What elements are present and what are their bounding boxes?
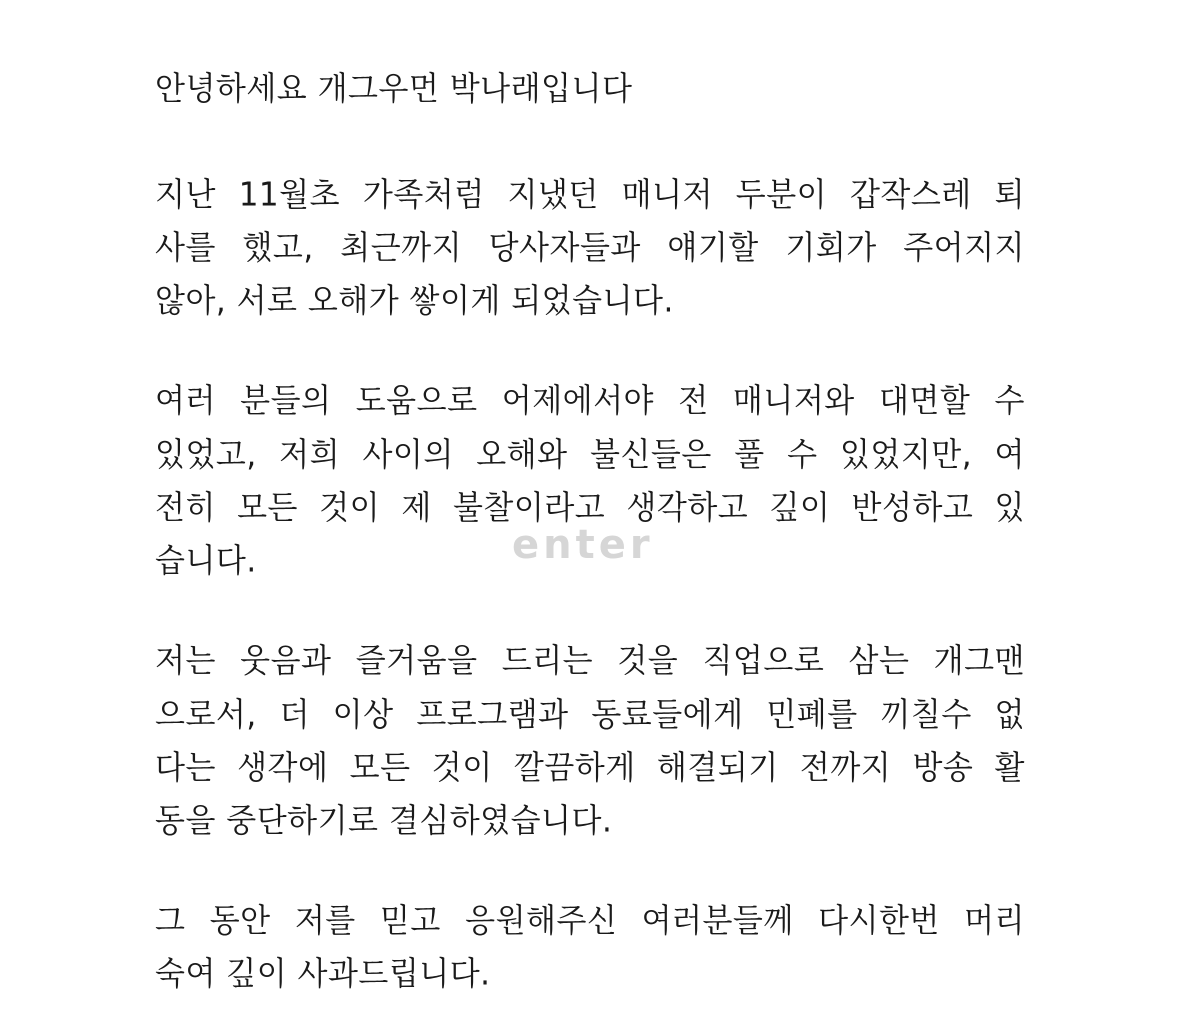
paragraph-line: 지난 11월초 가족처럼 지냈던 매니저 두분이 갑작스레 퇴 (155, 176, 1025, 214)
paragraph-line: 사를 했고, 최근까지 당사자들과 얘기할 기회가 주어지지 (155, 229, 1025, 267)
paragraph-line: 습니다. (155, 542, 257, 580)
paragraph-line: 여러 분들의 도움으로 어제에서야 전 매니저와 대면할 수 (155, 382, 1025, 420)
paragraph-line: 동을 중단하기로 결심하였습니다. (155, 802, 613, 840)
greeting-line: 안녕하세요 개그우먼 박나래입니다 (155, 70, 633, 108)
paragraph-line: 으로서, 더 이상 프로그램과 동료들에게 민폐를 끼칠수 없 (155, 696, 1025, 734)
paragraph-line: 전히 모든 것이 제 불찰이라고 생각하고 깊이 반성하고 있 (155, 489, 1025, 527)
paragraph-line: 저는 웃음과 즐거움을 드리는 것을 직업으로 삼는 개그맨 (155, 642, 1025, 680)
watermark: enter (512, 522, 654, 568)
paragraph-line: 있었고, 저희 사이의 오해와 불신들은 풀 수 있었지만, 여 (155, 436, 1025, 474)
paragraph-line: 다는 생각에 모든 것이 깔끔하게 해결되기 전까지 방송 활 (155, 749, 1025, 787)
paragraph-line: 그 동안 저를 믿고 응원해주신 여러분들께 다시한번 머리 (155, 902, 1025, 940)
paragraph-line: 않아, 서로 오해가 쌓이게 되었습니다. (155, 282, 674, 320)
paragraph-line: 숙여 깊이 사과드립니다. (155, 955, 491, 993)
